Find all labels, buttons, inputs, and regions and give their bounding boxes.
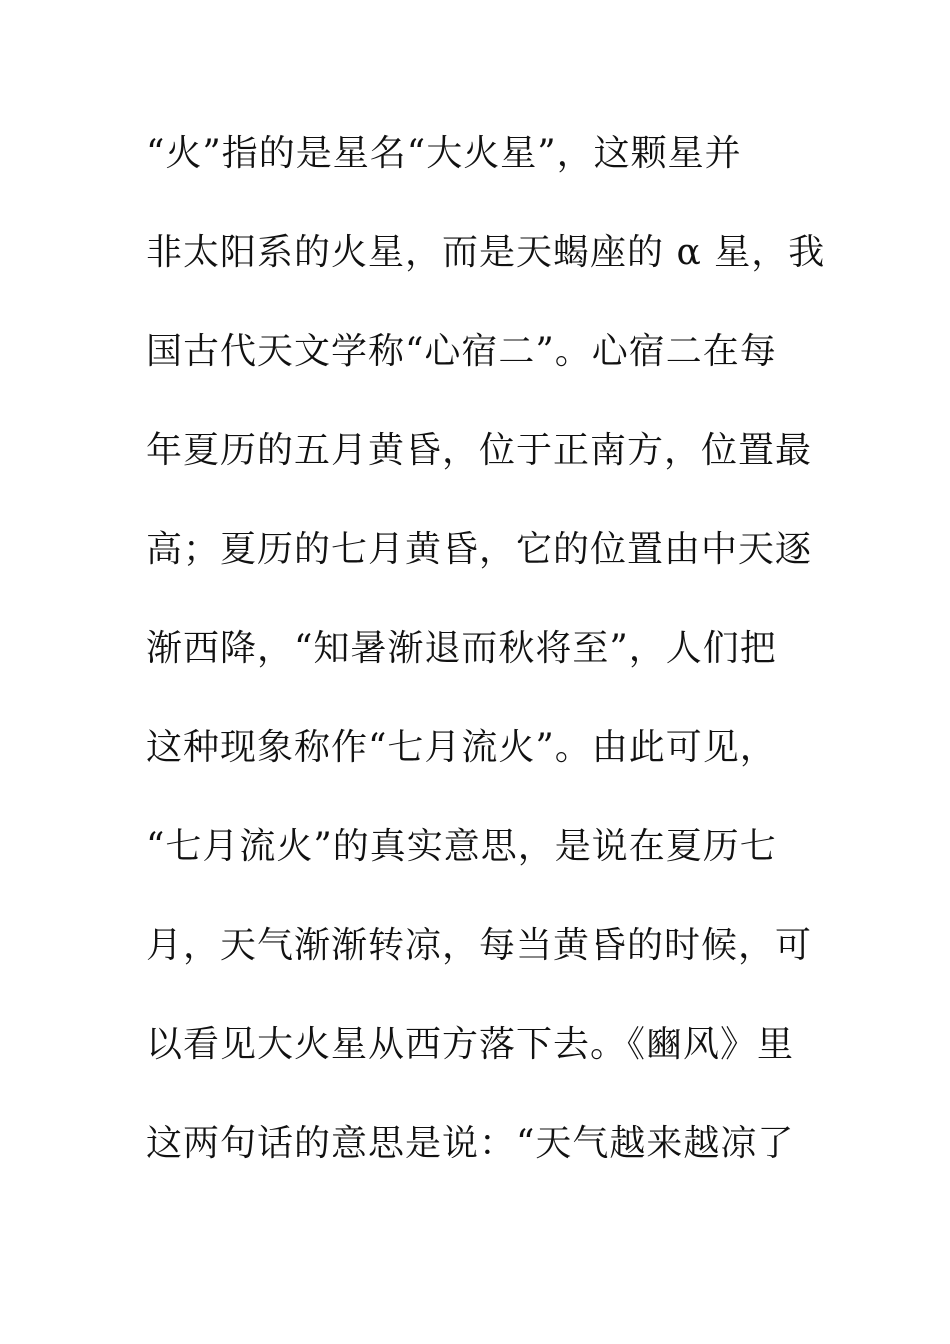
text-line: 高；夏历的七月黄昏，它的位置由中天逐 bbox=[146, 529, 813, 570]
text-line: 月，天气渐渐转凉，每当黄昏的时候，可 bbox=[146, 925, 813, 966]
text-line: 非太阳系的火星，而是天蝎座的 α 星，我 bbox=[146, 232, 826, 273]
body-text bbox=[146, 127, 826, 1216]
text-line: 这种现象称作“七月流火”。由此可见， bbox=[146, 727, 777, 768]
text-line: 国古代天文学称“心宿二”。心宿二在每 bbox=[146, 331, 777, 372]
text-line: “七月流火”的真实意思，是说在夏历七 bbox=[146, 826, 777, 867]
text-line: 年夏历的五月黄昏，位于正南方，位置最 bbox=[146, 430, 813, 471]
text-line: 以看见大火星从西方落下去。《豳风》里 bbox=[146, 1024, 795, 1065]
text-line: 这两句话的意思是说：“天气越来越凉了 bbox=[146, 1123, 795, 1164]
text-line: 渐西降，“知暑渐退而秋将至”，人们把 bbox=[146, 628, 777, 669]
text-line: “火”指的是星名“大火星”，这颗星并 bbox=[146, 133, 742, 174]
